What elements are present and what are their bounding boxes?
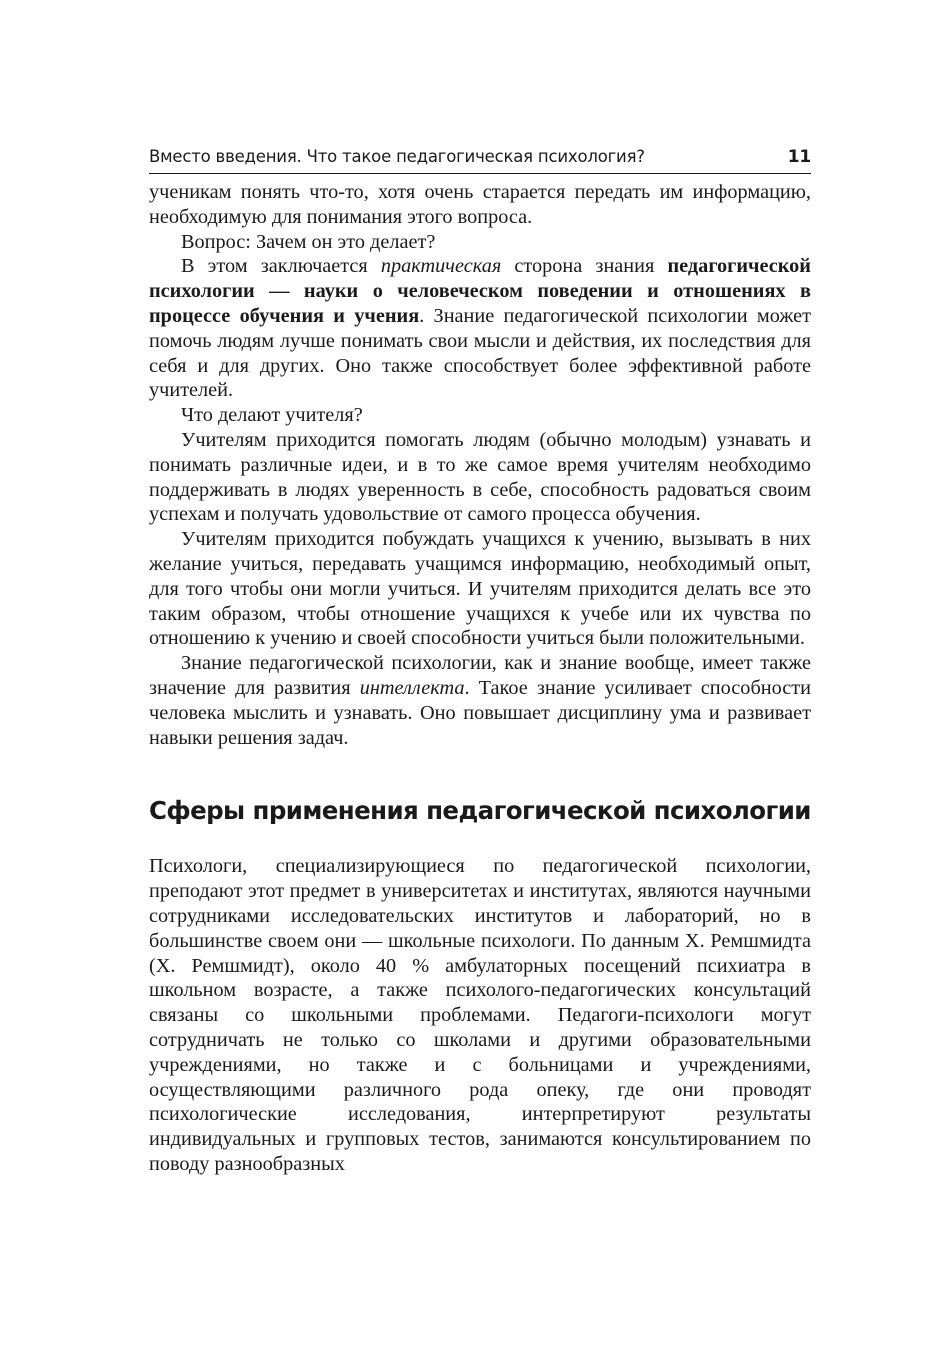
paragraph-2: Вопрос: Зачем он это делает? <box>181 230 436 253</box>
paragraph-7-text-a: Знание педагогической психологии, как и знание вообще, имеет также значение для развития <box>149 652 811 699</box>
paragraph-5: Учителям приходится помогать людям (обычно молодым) узнавать и понимать различные идеи, и в то же самое время учителям необходимо поддерживать в людях уверенность в себе, способность радоваться своим успехам и получать удовольствие от самого процесса обучения. <box>149 428 811 526</box>
paragraph-3-bold-definition: педагогической психологии — науки о человеческом поведении и отношениях в процессе обучения и учения <box>149 255 811 327</box>
paragraph-3 <box>149 254 811 403</box>
section-body <box>149 854 811 1176</box>
paragraph-7-text-b: . Такое знание усиливает способности человека мыслить и узнавать. Оно повышает дисциплину ума и развивает навыки решения задач. <box>149 676 811 749</box>
paragraph-4: Что делают учителя? <box>181 404 363 427</box>
paragraph-1: ученикам понять что-то, хотя очень старается передать им информацию, необходимую для понимания этого вопроса. <box>149 181 811 228</box>
paragraph-3-italic: практическая <box>380 255 502 278</box>
page-number: 11 <box>787 147 811 167</box>
body-text <box>149 180 811 750</box>
paragraph-3-text-b: сторона знания <box>501 255 668 278</box>
book-page <box>149 146 811 1177</box>
paragraph-7-italic: интеллекта <box>359 676 465 699</box>
running-title: Вместо введения. Что такое педагогическая психология? <box>149 147 645 166</box>
paragraph-3-text-c: . Знание педагогической психологии может помочь людям лучше понимать свои мысли и действия, их последствия для себя и для других. Оно также способствует более эффективной работе учителей. <box>149 304 811 402</box>
section-paragraph-1: Психологи, специализирующиеся по педагогической психологии, преподают этот предмет в университетах и институтах, являются научными сотрудниками исследовательских институтов и лабораторий, но в большинстве своем они — школьные психологи. По данным Х. Ремшмидта (Х. Ремшмидт), около 40 % амбулаторных посещений психиатра в школьном возрасте, а также психолого-педагогических консультаций связаны со школьными проблемами. Педагоги-психологи могут сотрудничать не только со школами и другими образовательными учреждениями, но также и с больницами и учреждениями, осуществляющими различного рода опеку, где они проводят психологические исследования, интерпретируют результаты индивидуальных и групповых тестов, занимаются консультированием по поводу разнообразных <box>149 855 811 1175</box>
running-head <box>149 146 811 174</box>
section-heading: Сферы применения педагогической психологии <box>149 796 811 826</box>
paragraph-6: Учителям приходится побуждать учащихся к учению, вызывать в них желание учиться, передавать учащимся информацию, необходимый опыт, для того чтобы они могли учиться. И учителям приходится делать все это таким образом, чтобы отношение учащихся к учебе или их чувства по отношению к учению и своей способности учиться были положительными. <box>149 528 811 650</box>
paragraph-7 <box>149 651 811 750</box>
paragraph-3-text-a: В этом заключается <box>181 255 381 278</box>
